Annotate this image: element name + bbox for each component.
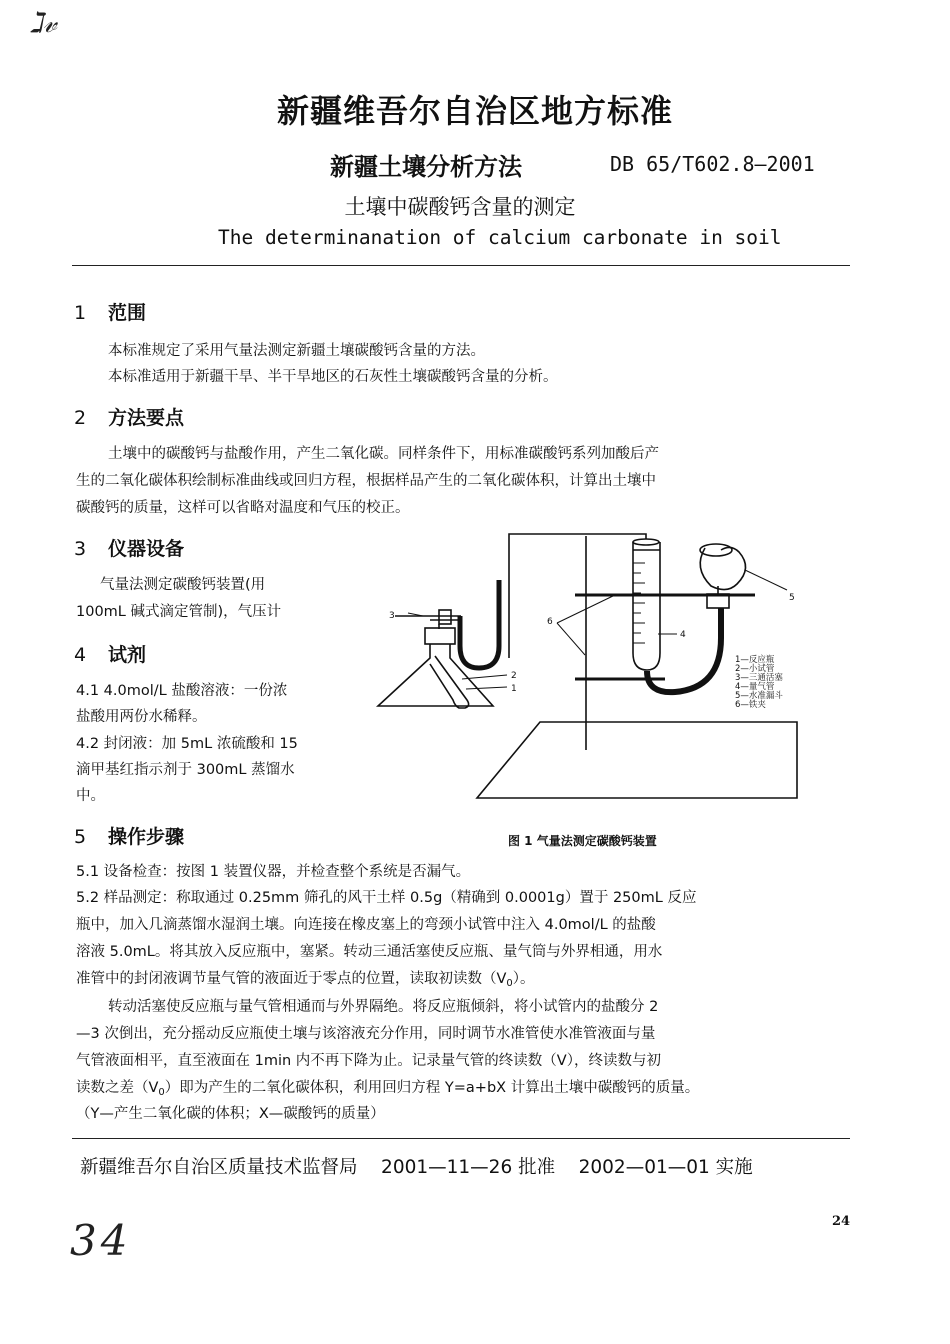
- callout-2: 2: [511, 671, 517, 681]
- section-4-line: 中。: [76, 788, 105, 804]
- section-5-line: 瓶中，加入几滴蒸馏水湿润土壤。向连接在橡皮塞上的弯颈小试管中注入 4.0mol/L 的盐酸: [76, 917, 656, 933]
- section-5-line: 气管液面相平，直至液面在 1min 内不再下降为止。记录量气管的终读数（V），终读数与初: [76, 1053, 661, 1069]
- section-4-line: 盐酸用两份水稀释。: [76, 709, 207, 725]
- page-number: 24: [832, 1214, 851, 1229]
- section-title: 方法要点: [108, 407, 185, 429]
- section-4-line: 滴甲基红指示剂于 300mL 蒸馏水: [76, 762, 295, 778]
- burette-rim: [633, 539, 659, 545]
- figure-legend: [735, 654, 783, 710]
- subscript: 0: [158, 1087, 165, 1098]
- subscript: 0: [506, 978, 513, 989]
- standard-number: DB 65/T602.8—2001: [610, 152, 815, 176]
- three-way-stopcock: [439, 610, 451, 624]
- section-4-line: 4.1 4.0mol/L 盐酸溶液：一份浓: [76, 683, 288, 699]
- issuer: 新疆维吾尔自治区质量技术监督局: [80, 1157, 358, 1178]
- handwritten-note-bottom: 34: [70, 1216, 132, 1265]
- handwritten-note-top: ℷ𝓋: [30, 6, 57, 39]
- section-3-line: 气量法测定碳酸钙装置(用: [100, 577, 266, 593]
- section-2-line: 土壤中的碳酸钙与盐酸作用，产生二氧化碳。同样条件下，用标准碳酸钙系列加酸后产: [108, 446, 659, 462]
- leveling-funnel: [700, 547, 745, 589]
- section-2-line: 生的二氧化碳体积绘制标准曲线或回归方程，根据样品产生的二氧化碳体积，计算出土壤中: [76, 473, 656, 489]
- base-plate: [477, 722, 797, 798]
- section-title: 试剂: [108, 644, 147, 666]
- gas-burette: [633, 542, 660, 670]
- section-5-line: [76, 1077, 699, 1104]
- section-2-heading: [74, 403, 184, 430]
- legend-item: 1—反应瓶: [735, 655, 775, 665]
- section-number: 2: [74, 407, 87, 429]
- callout-1: 1: [511, 684, 517, 694]
- text-part: 读数之差（V: [76, 1080, 159, 1096]
- legend-item: 2—小试管: [735, 664, 775, 674]
- section-number: 4: [74, 644, 87, 666]
- u-tube: [460, 580, 499, 668]
- callout-3: 3: [389, 611, 395, 621]
- section-4-heading: [74, 640, 146, 667]
- section-5-line: 溶液 5.0mL。将其放入反应瓶中，塞紧。转动三通活塞使反应瓶、量气筒与外界相通，用水: [76, 944, 663, 960]
- section-5-line: 5.1 设备检查：按图 1 装置仪器，并检查整个系统是否漏气。: [76, 864, 471, 880]
- main-title: 新疆维吾尔自治区地方标准: [276, 92, 673, 130]
- legend-item: 6—铁夹: [735, 700, 766, 710]
- footer-rule: [72, 1138, 850, 1139]
- section-5-line: [76, 968, 535, 995]
- section-title: 仪器设备: [108, 538, 185, 560]
- legend-item: 4—量气管: [735, 682, 775, 692]
- section-3-heading: [74, 534, 184, 561]
- section-5-heading: [74, 822, 184, 849]
- callout-6: 6: [547, 617, 553, 627]
- section-5-line: （Y—产生二氧化碳的体积；X—碳酸钙的质量）: [76, 1106, 385, 1122]
- topic-chinese: 土壤中碳酸钙含量的测定: [344, 195, 576, 219]
- section-3-line: 100mL 碱式滴定管制)，气压计: [76, 604, 282, 620]
- legend-item: 5—水准漏斗: [735, 691, 783, 701]
- section-2-line: 碳酸钙的质量，这样可以省略对温度和气压的校正。: [76, 500, 410, 516]
- text-part: ）。: [512, 971, 535, 987]
- apparatus-figure: [375, 528, 850, 828]
- section-number: 5: [74, 826, 87, 848]
- section-4-line: 4.2 封闭液：加 5mL 浓硫酸和 15: [76, 736, 298, 752]
- text-part: ）即为产生的二氧化碳体积，利用回归方程 Y=a+bX 计算出土壤中碳酸钙的质量。: [164, 1080, 700, 1096]
- section-title: 范围: [108, 302, 147, 324]
- footer-issuer-line: [80, 1153, 753, 1179]
- section-1-line: 本标准适用于新疆干旱、半干旱地区的石灰性土壤碳酸钙含量的分析。: [108, 369, 558, 385]
- reaction-flask: [378, 644, 493, 706]
- effective-date: 2002—01—01 实施: [578, 1157, 753, 1178]
- section-title: 操作步骤: [108, 826, 185, 848]
- section-5-line: 转动活塞使反应瓶与量气管相通而与外界隔绝。将反应瓶倾斜，将小试管内的盐酸分 2: [108, 999, 659, 1015]
- section-5-line: —3 次倒出，充分摇动反应瓶使土壤与该溶液充分作用，同时调节水准管使水准管液面与量: [76, 1026, 656, 1042]
- callout-4: 4: [680, 630, 686, 640]
- section-1-heading: [74, 298, 146, 325]
- approved-date: 2001—11—26 批准: [381, 1157, 556, 1178]
- sub-title: 新疆土壤分析方法: [330, 153, 522, 181]
- section-number: 3: [74, 538, 87, 560]
- section-5-line: 5.2 样品测定：称取通过 0.25mm 筛孔的风干土样 0.5g（精确到 0.0001g）置于 250mL 反应: [76, 890, 697, 906]
- section-1-line: 本标准规定了采用气量法测定新疆土壤碳酸钙含量的方法。: [108, 343, 485, 359]
- text-part: 准管中的封闭液调节量气管的液面近于零点的位置，读取初读数（V: [76, 971, 507, 987]
- callout-5: 5: [789, 593, 795, 603]
- burette-scale: [633, 563, 645, 643]
- header-rule: [72, 265, 850, 266]
- legend-item: 3—三通活塞: [735, 673, 783, 683]
- section-number: 1: [74, 302, 87, 324]
- figure-caption: 图 1 气量法测定碳酸钙装置: [508, 834, 657, 848]
- rubber-stopper: [425, 628, 455, 644]
- topic-english: The determinanation of calcium carbonate in soil: [218, 226, 782, 249]
